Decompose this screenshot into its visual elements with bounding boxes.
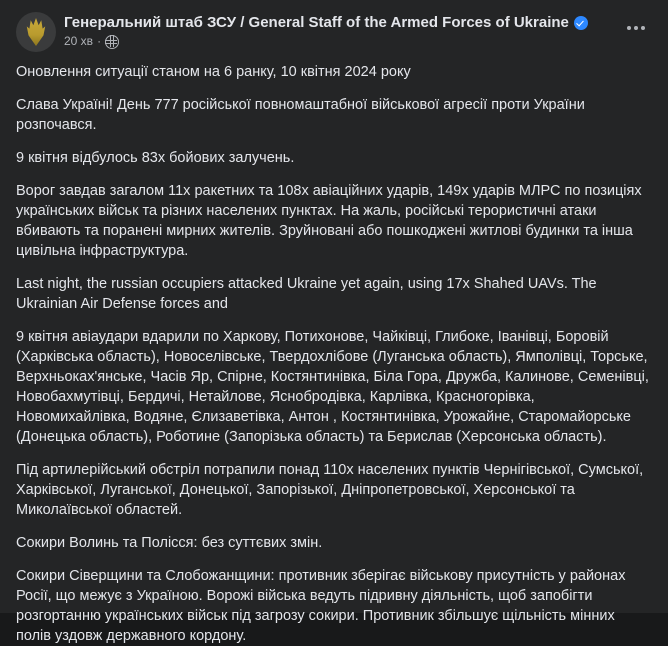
post-author-name[interactable]: Генеральний штаб ЗСУ / General Staff of the Armed Forces of Ukraine — [64, 14, 569, 31]
ellipsis-icon[interactable] — [620, 12, 652, 44]
post-header — [16, 12, 652, 52]
post-header-text — [64, 12, 612, 49]
post-paragraph: Ворог завдав загалом 11х ракетних та 108х авіаційних ударів, 149х ударів МЛРС по позиціях українських військ та різних населених пунктах. На жаль, російські терористичні атаки вбивають та поранені мирних жителів. Зруйновані або пошкоджені житлові будинки та інша цивільна інфраструктура. — [16, 183, 642, 259]
post-paragraph: 9 квітня авіаудари вдарили по Харкову, Потихонове, Чайківці, Глибоке, Іванівці, Боровій (Харківська область), Новоселівське, Твердохлібове (Луганська область), Ямполівці, Торське, Верхньоках'янське, Часів Яр, Спірне, Костянтинівка, Біла Гора, Дружба, Калинове, Семенівці, Новобахмутівці, Бердичі, Нетайлове, Яснобродівка, Карлівка, Красногорівка, Новомихайлівка, Водяне, Єлизаветівка, Антон , Костянтинівка, Урожайне, Старомайорське (Донецька область), Роботине (Запорізька область) та Берислав (Херсонська область). — [16, 329, 649, 445]
post-meta — [64, 34, 612, 49]
post-timestamp[interactable]: 20 хв — [64, 34, 94, 48]
post-paragraph: Слава Україні! День 777 російської повномаштабної військової агресії проти України розпочався. — [16, 97, 585, 133]
post-body — [16, 62, 652, 646]
post-paragraph: Сокири Сіверщини та Слобожанщини: противник зберігає військову присутність у районах Росії, що межує з Україною. Ворожі війська ведуть підривну діяльність, щоб запобігти розгортанню українських військ під загрозу сокири. Противник збільшує щільність мінних полів уздовж державного кордону. — [16, 568, 626, 644]
post-paragraph: 9 квітня відбулось 83х бойових залучень. — [16, 150, 295, 166]
ellipsis-dot — [627, 26, 631, 30]
page-avatar-icon — [25, 18, 47, 46]
meta-separator: · — [97, 34, 102, 48]
ellipsis-dot — [641, 26, 645, 30]
post-paragraph: Оновлення ситуації станом на 6 ранку, 10 квітня 2024 року — [16, 64, 411, 80]
author-row — [64, 13, 612, 32]
post-paragraph: Під артилерійський обстріл потрапили понад 110х населених пунктів Чернігівської, Сумської, Харківської, Луганської, Донецької, Запорізької, Дніпропетровської, Херсонської та Миколаївської областей. — [16, 462, 644, 518]
post-paragraph: Сокири Волинь та Полісся: без суттєвих змін. — [16, 535, 323, 551]
post-paragraph: Last night, the russian occupiers attacked Ukraine yet again, using 17x Shahed UAVs. The Ukrainian Air Defense forces and — [16, 276, 597, 312]
globe-icon[interactable] — [105, 35, 119, 49]
ellipsis-dot — [634, 26, 638, 30]
avatar[interactable] — [16, 12, 56, 52]
verified-badge-icon — [574, 16, 588, 30]
